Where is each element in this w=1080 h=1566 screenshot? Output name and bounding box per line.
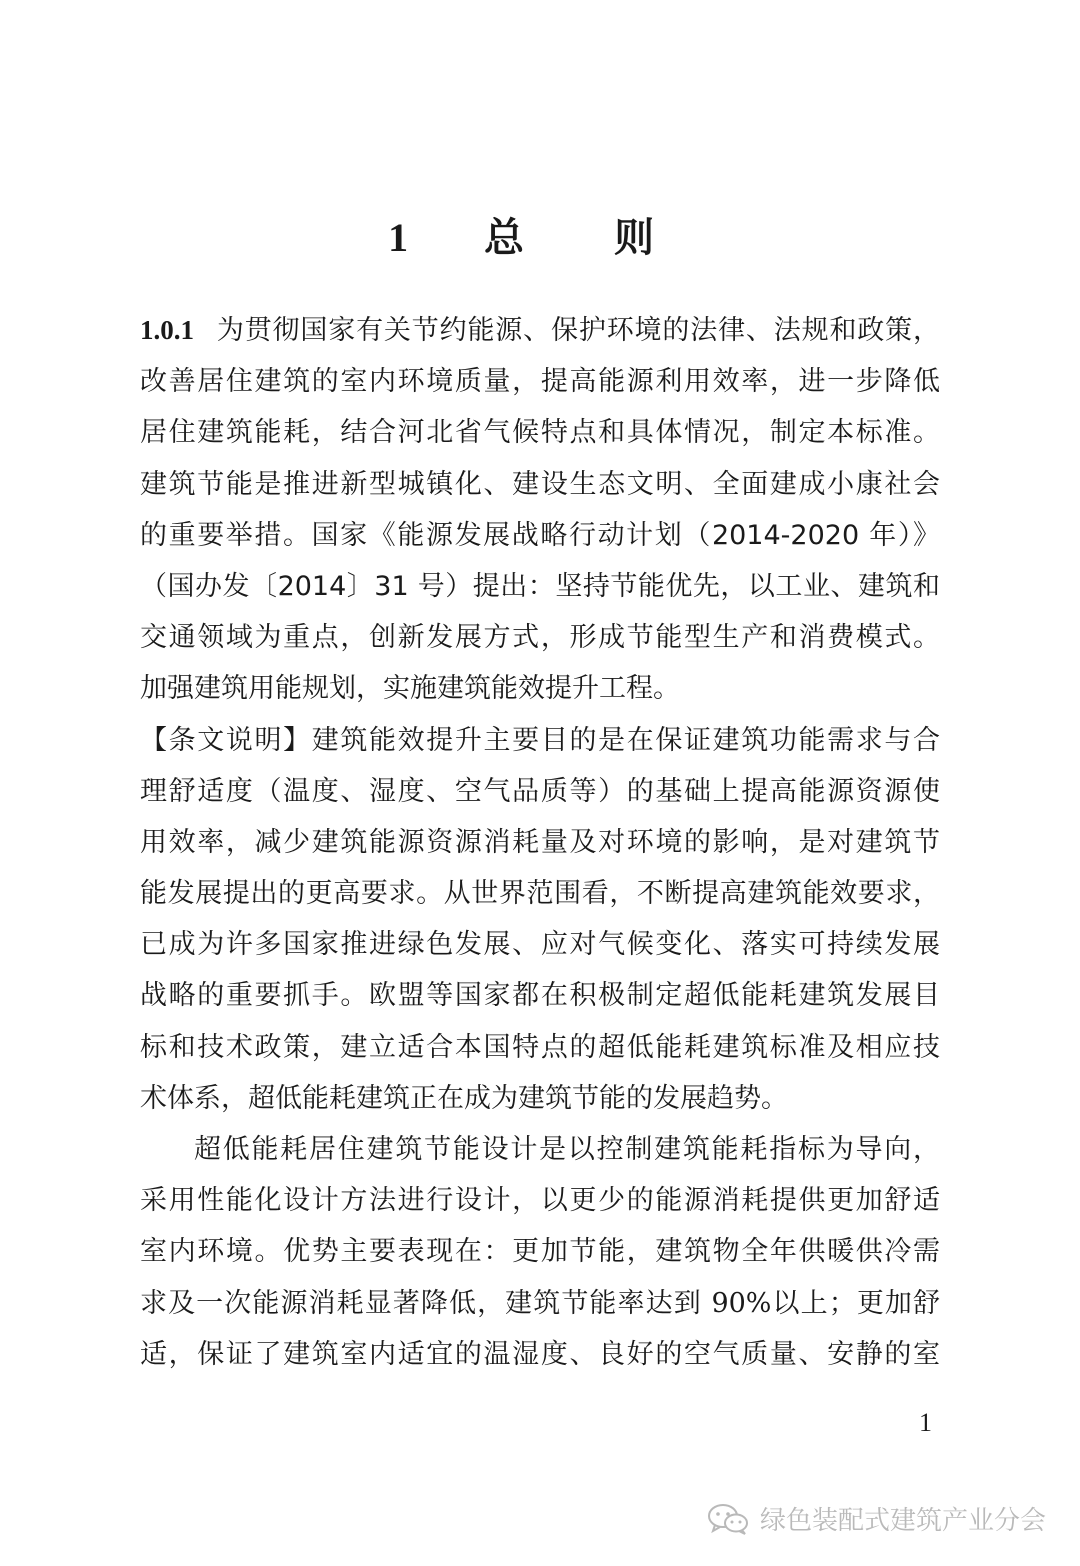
page-number: 1 bbox=[919, 1408, 932, 1437]
explanation-line: 理舒适度（温度、湿度、空气品质等）的基础上提高能源资源使 bbox=[140, 775, 940, 807]
chapter-number: 1 bbox=[388, 215, 409, 260]
document-body bbox=[140, 305, 940, 1380]
explanation-line: 已成为许多国家推进绿色发展、应对气候变化、落实可持续发展 bbox=[140, 929, 940, 961]
explanation-line: 战略的重要抓手。欧盟等国家都在积极制定超低能耗建筑发展目 bbox=[140, 980, 940, 1012]
chapter-title-part1: 总 bbox=[484, 214, 524, 261]
clause-line: 改善居住建筑的室内环境质量，提高能源利用效率，进一步降低 bbox=[140, 366, 940, 398]
explanation-line: 【条文说明】建筑能效提升主要目的是在保证建筑功能需求与合 bbox=[140, 724, 940, 756]
explanation-line: 用效率，减少建筑能源资源消耗量及对环境的影响，是对建筑节 bbox=[140, 826, 940, 858]
clause-text: 为贯彻国家有关节约能源、保护环境的法律、法规和政策， bbox=[216, 315, 940, 346]
explanation-line: 能发展提出的更高要求。从世界范围看，不断提高建筑能效要求， bbox=[140, 878, 940, 910]
explanation-p2-line: 适，保证了建筑室内适宜的温湿度、良好的空气质量、安静的室 bbox=[140, 1338, 940, 1370]
clause-line: 交通领域为重点，创新发展方式，形成节能型生产和消费模式。 bbox=[140, 622, 940, 654]
watermark bbox=[706, 1500, 1046, 1537]
explanation-p2-line: 求及一次能源消耗显著降低，建筑节能率达到 90%以上；更加舒 bbox=[140, 1287, 940, 1319]
clause-line: 加强建筑用能规划，实施建筑能效提升工程。 bbox=[140, 673, 680, 705]
chapter-title bbox=[0, 208, 1080, 268]
explanation-p2-line: 超低能耗居住建筑节能设计是以控制建筑能耗指标为导向， bbox=[194, 1134, 940, 1165]
clause-line bbox=[140, 305, 940, 356]
explanation-p2-line: 室内环境。优势主要表现在：更加节能，建筑物全年供暖供冷需 bbox=[140, 1236, 940, 1268]
clause-line: 的重要举措。国家《能源发展战略行动计划（2014-2020 年）》 bbox=[140, 519, 940, 551]
clause-number: 1.0.1 bbox=[140, 315, 194, 345]
explanation-line: 术体系，超低能耗建筑正在成为建筑节能的发展趋势。 bbox=[140, 1082, 788, 1114]
clause-line: （国办发〔2014〕31 号）提出：坚持节能优先，以工业、建筑和 bbox=[140, 570, 940, 602]
explanation-p2-line: 采用性能化设计方法进行设计，以更少的能源消耗提供更加舒适 bbox=[140, 1185, 940, 1217]
clause-line: 建筑节能是推进新型城镇化、建设生态文明、全面建成小康社会 bbox=[140, 468, 940, 500]
clause-line: 居住建筑能耗，结合河北省气候特点和具体情况，制定本标准。 bbox=[140, 417, 940, 449]
chapter-title-part2: 则 bbox=[613, 214, 654, 261]
watermark-text: 绿色装配式建筑产业分会 bbox=[759, 1506, 1046, 1536]
explanation-line: 标和技术政策，建立适合本国特点的超低能耗建筑标准及相应技 bbox=[140, 1031, 940, 1063]
wechat-icon bbox=[706, 1501, 750, 1537]
